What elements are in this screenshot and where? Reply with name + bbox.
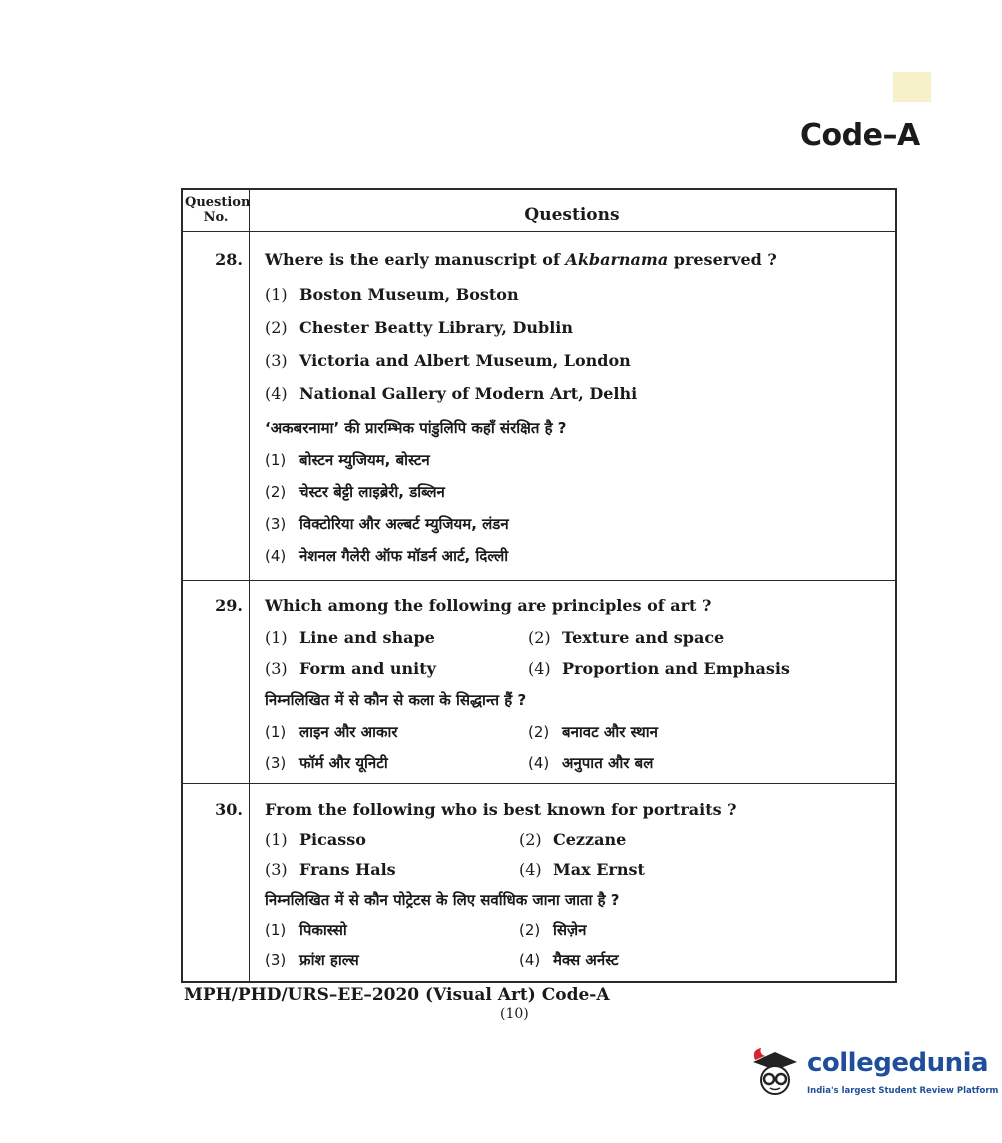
question-text-hi: निम्नलिखित में से कौन पोट्रेटस के लिए सर्वाधिक जाना जाता है ? (265, 891, 620, 909)
option-number: (3) (265, 860, 288, 879)
option-number: (4) (265, 384, 288, 403)
option-hi (265, 546, 508, 566)
option-text: अनुपात और बल (562, 754, 654, 772)
option-number: (4) (265, 547, 287, 565)
option-text: Cezzane (553, 830, 627, 849)
option-text: National Gallery of Modern Art, Delhi (299, 384, 638, 403)
option-en (265, 351, 631, 370)
option-text: सिज़ेन (553, 921, 587, 939)
option-number: (3) (265, 515, 287, 533)
option-number: (3) (265, 951, 287, 969)
header-questions: Questions (524, 205, 620, 225)
question-table (181, 188, 897, 983)
question-text-hi: ‘अकबरनामा’ की प्रारम्भिक पांडुलिपि कहाँ संरक्षित है ? (265, 419, 567, 437)
question-number: 29. (215, 596, 243, 615)
option-number: (2) (528, 723, 550, 741)
question-text-hi: निम्नलिखित में से कौन से कला के सिद्धान्त हैं ? (265, 691, 527, 709)
option-hi (519, 950, 619, 970)
option-text: Proportion and Emphasis (562, 659, 790, 678)
column-divider (249, 190, 250, 981)
option-number: (4) (519, 860, 542, 879)
option-text: बोस्टन म्युजियम, बोस्टन (299, 451, 430, 469)
option-number: (1) (265, 628, 288, 647)
question-text-en: Which among the following are principles of art ? (265, 596, 712, 615)
code-header: Code–A (800, 118, 920, 153)
header-divider (183, 231, 895, 232)
option-hi (265, 722, 398, 742)
option-text: Boston Museum, Boston (299, 285, 519, 304)
option-number: (4) (519, 951, 541, 969)
option-number: (1) (265, 723, 287, 741)
option-en (265, 830, 366, 849)
header-question-no: Question No. (185, 195, 251, 225)
option-number: (1) (265, 451, 287, 469)
option-hi (519, 920, 586, 940)
option-number: (3) (265, 659, 288, 678)
mascot-icon (745, 1042, 801, 1098)
option-number: (1) (265, 921, 287, 939)
footer-exam-code: MPH/PHD/URS–EE–2020 (Visual Art) Code-A (184, 985, 610, 1005)
question-number: 30. (215, 800, 243, 819)
brand-name: collegedunia (807, 1048, 989, 1078)
option-en (265, 860, 396, 879)
option-text: Max Ernst (553, 860, 645, 879)
option-number: (4) (528, 754, 550, 772)
row-divider (183, 580, 895, 581)
option-text: Frans Hals (299, 860, 396, 879)
option-number: (4) (528, 659, 551, 678)
option-text: नेशनल गैलेरी ऑफ मॉडर्न आर्ट, दिल्ली (299, 547, 509, 565)
option-hi (265, 482, 445, 502)
question-text-en: From the following who is best known for portraits ? (265, 800, 737, 819)
option-text: फॉर्म और यूनिटी (299, 754, 388, 772)
option-text: Picasso (299, 830, 366, 849)
brand-tagline: India's largest Student Review Platform (807, 1086, 999, 1096)
question-number: 28. (215, 250, 243, 269)
option-hi (265, 514, 509, 534)
option-en (519, 860, 645, 879)
option-en (528, 659, 790, 678)
option-text: चेस्टर बेट्टी लाइब्रेरी, डब्लिन (299, 483, 445, 501)
page-number: (10) (500, 1006, 529, 1022)
page-corner-mark (893, 72, 931, 102)
option-text: लाइन और आकार (299, 723, 398, 741)
option-hi (265, 753, 388, 773)
option-number: (2) (519, 830, 542, 849)
question-text-part: Where is the early manuscript of (265, 250, 566, 269)
option-en (265, 318, 573, 337)
option-number: (3) (265, 754, 287, 772)
option-hi (528, 722, 658, 742)
option-number: (1) (265, 830, 288, 849)
option-text: मैक्स अर्नस्ट (553, 951, 619, 969)
option-hi (265, 450, 430, 470)
option-text: Victoria and Albert Museum, London (299, 351, 631, 370)
option-en (265, 659, 436, 678)
question-text-part: preserved ? (668, 250, 777, 269)
option-en (265, 285, 519, 304)
option-text: Chester Beatty Library, Dublin (299, 318, 573, 337)
option-hi (528, 753, 653, 773)
option-en (265, 628, 435, 647)
collegedunia-watermark (745, 1038, 999, 1108)
option-number: (2) (528, 628, 551, 647)
option-text: फ्रांश हाल्स (299, 951, 359, 969)
option-number: (2) (265, 483, 287, 501)
question-text-italic: Akbarnama (565, 250, 669, 269)
option-text: बनावट और स्थान (562, 723, 658, 741)
option-en (519, 830, 626, 849)
option-hi (265, 950, 359, 970)
option-number: (2) (265, 318, 288, 337)
option-text: पिकास्सो (299, 921, 347, 939)
option-number: (1) (265, 285, 288, 304)
option-text: विक्टोरिया और अल्बर्ट म्युजियम, लंडन (299, 515, 509, 533)
option-text: Texture and space (562, 628, 725, 647)
option-text: Line and shape (299, 628, 435, 647)
option-number: (2) (519, 921, 541, 939)
option-text: Form and unity (299, 659, 436, 678)
option-en (265, 384, 637, 403)
option-number: (3) (265, 351, 288, 370)
option-en (528, 628, 724, 647)
question-text-en (265, 250, 777, 269)
option-hi (265, 920, 347, 940)
row-divider (183, 783, 895, 784)
